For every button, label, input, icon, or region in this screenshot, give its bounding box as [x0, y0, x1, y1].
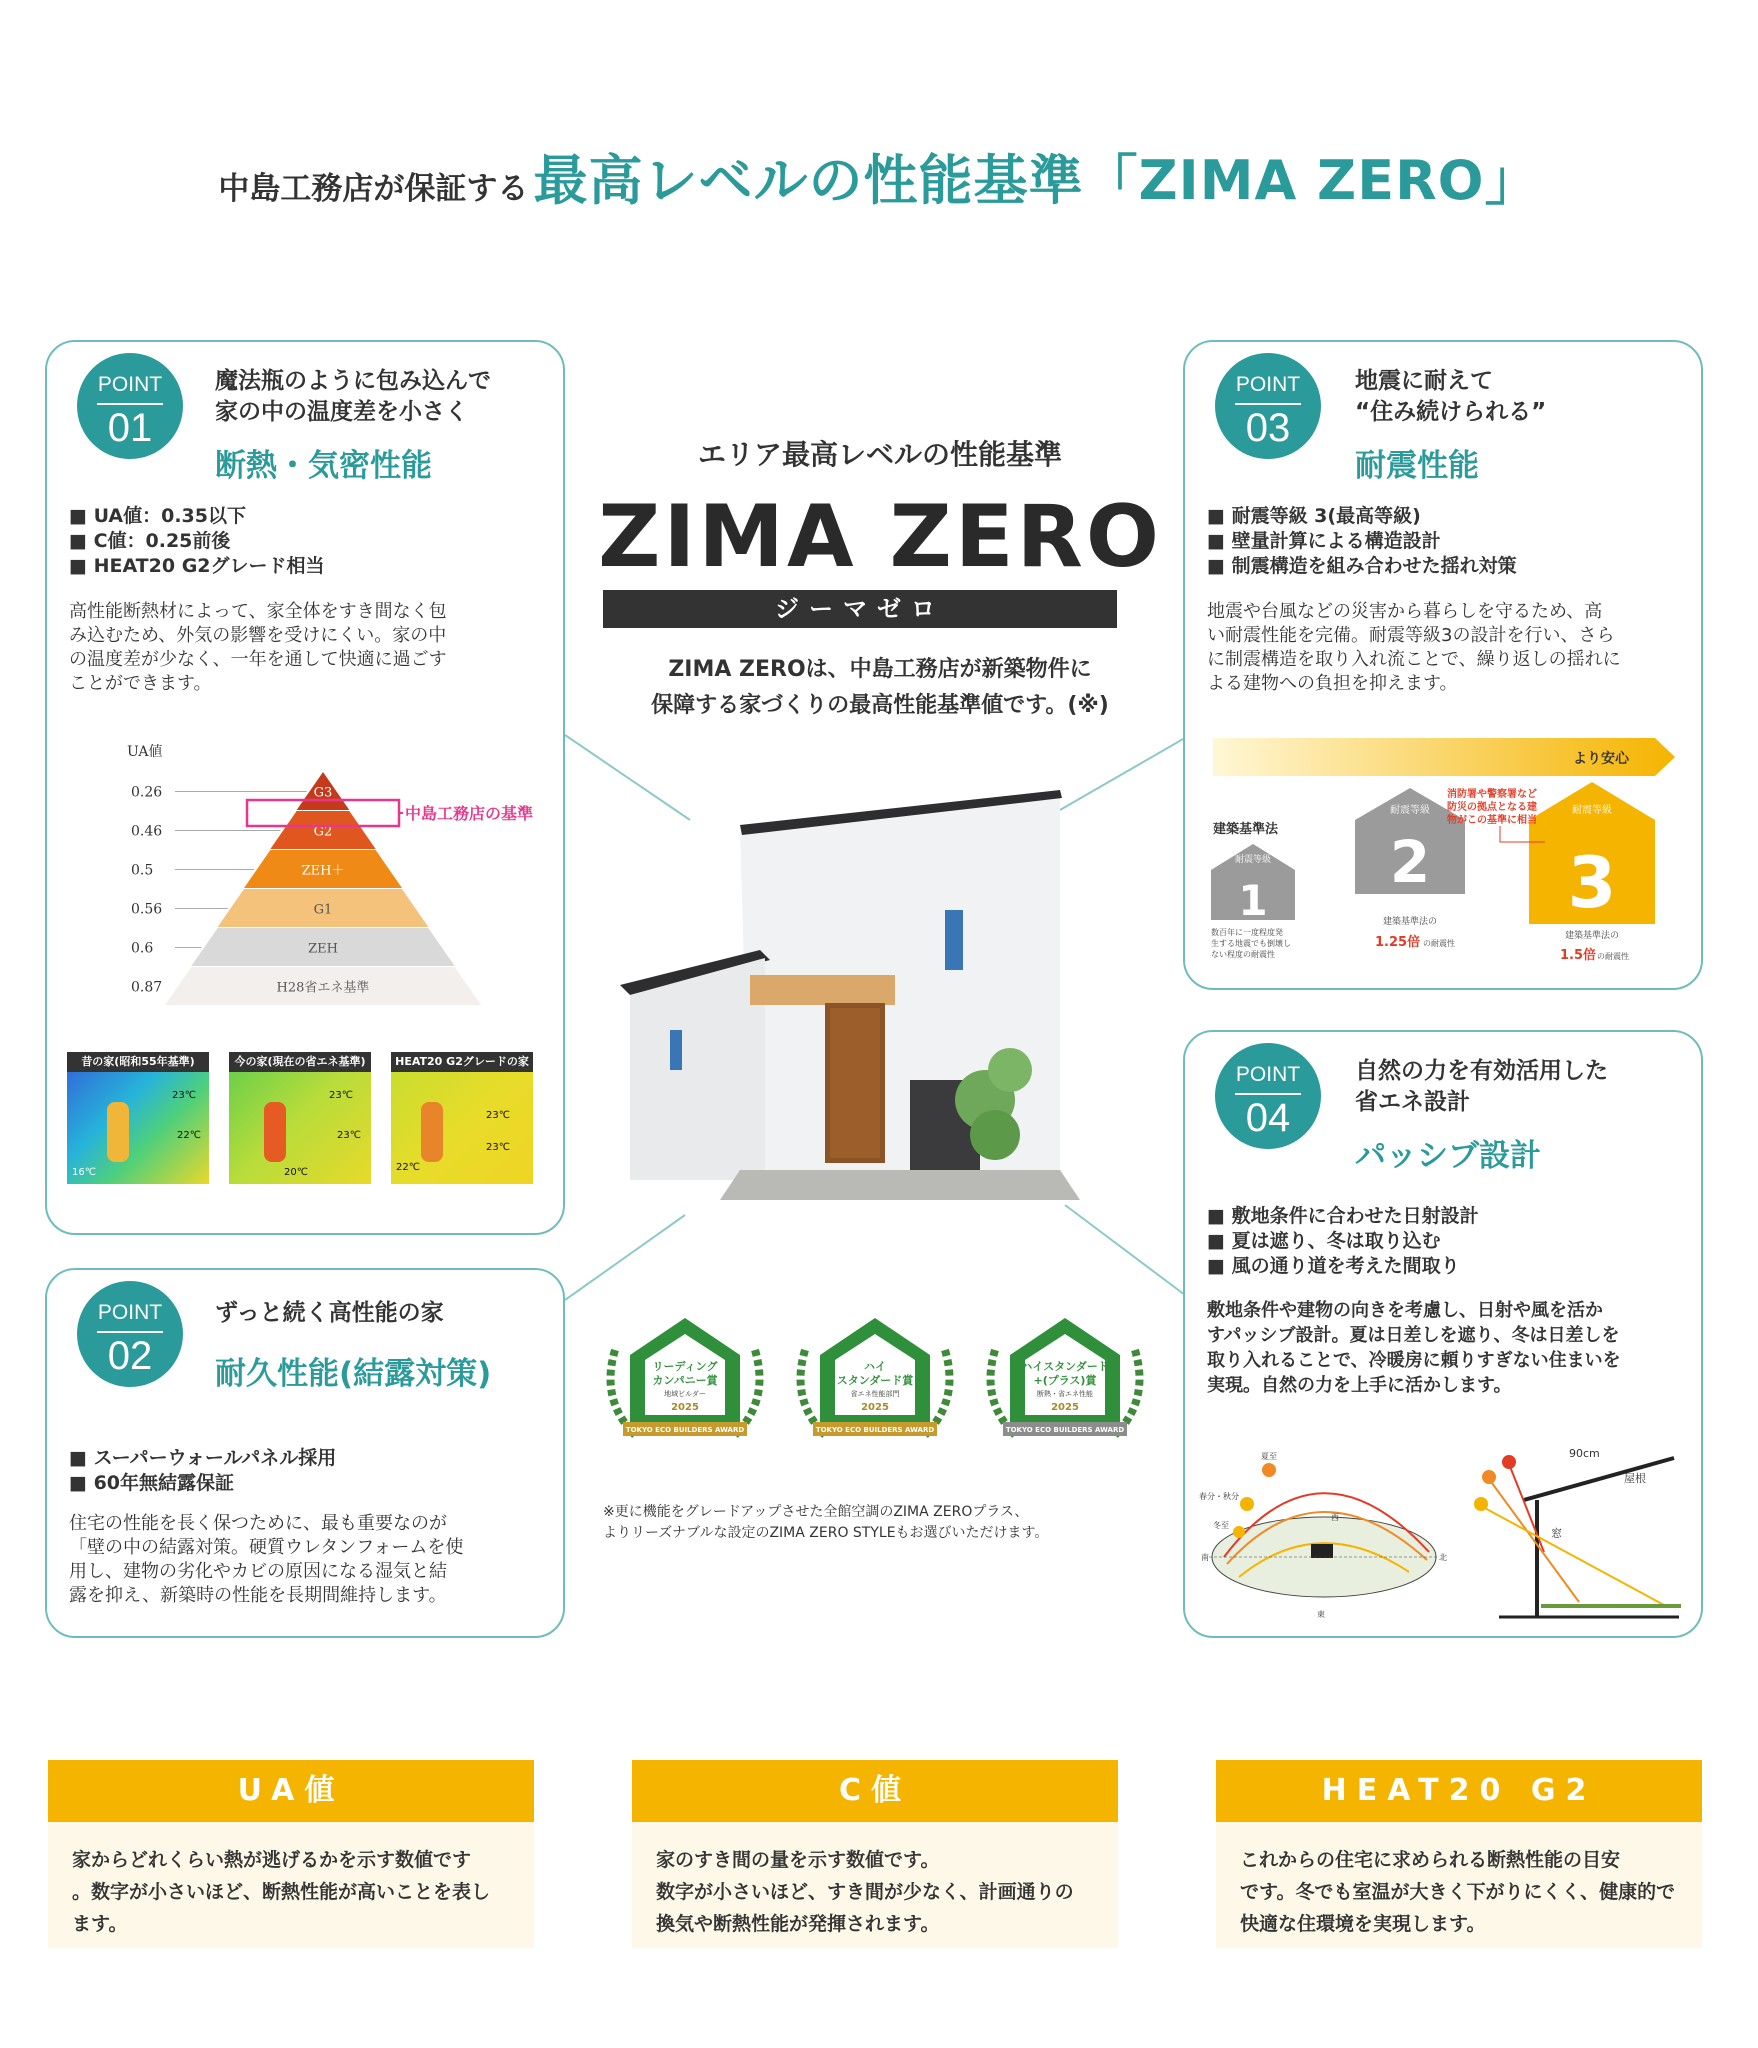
- temp-label: 23℃: [329, 1090, 353, 1101]
- base-law-label: 建築基準法: [1213, 822, 1279, 837]
- pyramid-tier-label: H28省エネ基準: [276, 980, 370, 996]
- point-01-panel: [45, 340, 565, 1235]
- point-label: POINT: [97, 1301, 163, 1324]
- award-name: ハイスタンダード: [1021, 1360, 1109, 1373]
- sun-label: 東: [1317, 1610, 1325, 1619]
- desc-line: 露を抑え、新築時の性能を長期間維持します。: [69, 1585, 447, 1606]
- point-01-heading: [215, 366, 491, 428]
- award-sub: 地域ビルダー: [664, 1390, 706, 1398]
- point-02-panel: [45, 1268, 565, 1638]
- point-03-title: 耐震性能: [1355, 448, 1479, 484]
- person-silhouette: [107, 1102, 129, 1162]
- award-badge: [801, 1318, 950, 1436]
- box-line: 数字が小さいほど、すき間が少なく、計画通りの: [656, 1881, 1074, 1903]
- pyramid-ua-value: 0.26: [131, 784, 163, 801]
- bullet: ■ 耐震等級 3(最高等級): [1207, 505, 1421, 527]
- temp-label: 23℃: [486, 1142, 510, 1153]
- sun-label: 90cm: [1569, 1447, 1600, 1460]
- point-number: 01: [107, 406, 153, 450]
- heading-line-2: 省エネ設計: [1355, 1089, 1470, 1115]
- point-02-heading: ずっと続く高性能の家: [215, 1300, 444, 1326]
- temp-label: 20℃: [284, 1167, 308, 1178]
- award-badges: [590, 1310, 1170, 1460]
- box-line: 。数字が小さいほど、断熱性能が高いことを表し: [72, 1881, 491, 1903]
- temp-label: 23℃: [486, 1110, 510, 1121]
- desc-line: 地震や台風などの災害から暮らしを守るため、高: [1207, 601, 1603, 622]
- bullet: ■ 風の通り道を考えた間取り: [1207, 1255, 1460, 1277]
- desc-line: ことができます。: [69, 673, 212, 694]
- desc-line: 実現。自然の力を上手に活かします。: [1207, 1375, 1512, 1396]
- bullet: ■ HEAT20 G2グレード相当: [69, 555, 325, 577]
- heat20-info-box: [1216, 1760, 1702, 1948]
- sun-label: 春分・秋分: [1199, 1492, 1239, 1501]
- award-sub: 省エネ性能部門: [850, 1390, 900, 1398]
- pyramid-tier-label: G3: [313, 785, 333, 801]
- award-badge: [991, 1318, 1140, 1436]
- award-year: 2025: [861, 1402, 889, 1413]
- box-line: 換気や断熱性能が発揮されます。: [656, 1913, 940, 1935]
- point-number: 02: [107, 1334, 153, 1378]
- thermo-card: [229, 1052, 371, 1184]
- point-01-title: 断熱・気密性能: [215, 448, 432, 484]
- bullet: ■ UA値：0.35以下: [69, 505, 246, 527]
- grade-label: 耐震等級: [1234, 855, 1272, 865]
- callout-text: 物がこの基準に相当: [1447, 815, 1537, 826]
- desc-line: み込むため、外気の影響を受けにくい。家の中: [69, 625, 447, 646]
- sun-label: 北: [1439, 1553, 1447, 1562]
- c-info-box: [632, 1760, 1118, 1948]
- grade-number: 3: [1567, 842, 1617, 924]
- grade-caption: 建築基準法の: [1564, 931, 1620, 941]
- award-name: スタンダード賞: [836, 1374, 914, 1387]
- house-photo: [610, 780, 1120, 1210]
- point-01-badge: [77, 353, 183, 459]
- thermo-image: [229, 1072, 371, 1184]
- thermo-title: 今の家(現在の省エネ基準): [229, 1052, 371, 1072]
- temp-label: 23℃: [172, 1090, 196, 1101]
- award-ribbon-text: TOKYO ECO BUILDERS AWARD: [625, 1426, 745, 1434]
- point-03-heading: [1355, 366, 1546, 428]
- safety-arrow-label: より安心: [1573, 751, 1629, 767]
- point-04-panel: [1183, 1030, 1703, 1638]
- pyramid-ua-value: 0.5: [131, 862, 154, 879]
- bullet: ■ 60年無結露保証: [69, 1472, 235, 1494]
- box-line: です。冬でも室温が大きく下がりにくく、健康的で: [1240, 1881, 1676, 1903]
- award-name: ハイ: [864, 1360, 886, 1373]
- callout-text: 消防署や警察署など: [1447, 789, 1537, 800]
- award-ribbon-text: TOKYO ECO BUILDERS AWARD: [1005, 1426, 1125, 1434]
- pyramid-ua-value: 0.46: [131, 823, 163, 840]
- ua-pyramid-chart: [47, 732, 563, 1022]
- point-03-bullets: [1207, 504, 1517, 579]
- pyramid-tier-label: ZEH＋: [301, 863, 345, 879]
- person-silhouette: [264, 1102, 286, 1162]
- seismic-grade-chart: [1185, 732, 1701, 977]
- point-01-bullets: [69, 504, 325, 579]
- brand-logo: ZIMA ZERO: [598, 487, 1162, 587]
- grade-caption: の耐震性: [1597, 952, 1629, 961]
- ua-box-title: UA値: [48, 1760, 534, 1822]
- grade-number: 2: [1389, 828, 1431, 896]
- temp-label: 16℃: [72, 1167, 96, 1178]
- award-name: リーディング: [652, 1360, 718, 1373]
- title-main: 最高レベルの性能基準「ZIMA ZERO」: [533, 149, 1540, 212]
- person-silhouette: [421, 1102, 443, 1162]
- box-line: これからの住宅に求められる断熱性能の目安: [1240, 1849, 1621, 1871]
- ua-info-box: [48, 1760, 534, 1948]
- temp-label: 23℃: [337, 1130, 361, 1141]
- pyramid-tier-label: G2: [313, 824, 333, 840]
- bullet: ■ C値：0.25前後: [69, 530, 231, 552]
- grade-caption: 生する地震でも倒壊し: [1211, 939, 1291, 948]
- temp-label: 22℃: [396, 1162, 420, 1173]
- sun-label: 窓: [1551, 1527, 1562, 1540]
- point-03-badge: [1215, 353, 1321, 459]
- desc-line: 「壁の中の結露対策。硬質ウレタンフォームを使: [69, 1537, 464, 1558]
- award-sub: 断熱・省エネ性能: [1037, 1390, 1093, 1398]
- footnote-line: よりリーズナブルな設定のZIMA ZERO STYLEもお選びいただけます。: [603, 1525, 1049, 1541]
- center-desc-line: ZIMA ZEROは、中島工務店が新築物件に: [668, 657, 1092, 682]
- award-ribbon-text: TOKYO ECO BUILDERS AWARD: [815, 1426, 935, 1434]
- desc-line: よる建物への負担を抑えます。: [1207, 673, 1458, 694]
- c-box-body: [632, 1822, 1118, 1948]
- pyramid-ua-value: 0.6: [131, 940, 154, 957]
- point-02-bullets: [69, 1446, 336, 1496]
- standard-highlight-label: 中島工務店の基準: [405, 804, 534, 823]
- desc-line: 高性能断熱材によって、家全体をすき間なく包: [69, 601, 447, 622]
- ua-box-body: [48, 1822, 534, 1948]
- thermo-title: 昔の家(昭和55年基準): [67, 1052, 209, 1072]
- box-line: 家のすき間の量を示す数値です。: [656, 1849, 940, 1871]
- heading-line-2: “住み続けられる”: [1355, 399, 1547, 425]
- award-badge: [611, 1318, 760, 1436]
- point-number: 03: [1245, 406, 1291, 450]
- heat20-box-body: [1216, 1822, 1702, 1948]
- point-04-description: [1207, 1298, 1621, 1398]
- point-01-description: [69, 600, 447, 696]
- pyramid-ua-value: 0.87: [131, 979, 163, 996]
- sun-label: 屋根: [1624, 1472, 1646, 1485]
- heading-line-1: 魔法瓶のように包み込んで: [215, 368, 491, 394]
- sun-label: 南: [1201, 1553, 1209, 1562]
- point-label: POINT: [1235, 1063, 1301, 1086]
- sun-label: 夏至: [1261, 1452, 1277, 1461]
- bullet: ■ 夏は遮り、冬は取り込む: [1207, 1230, 1441, 1252]
- point-03-description: [1207, 600, 1621, 696]
- thermography-row: [67, 1052, 547, 1214]
- grade-multiplier: 1.5倍: [1560, 948, 1597, 963]
- heading-line-2: 家の中の温度差を小さく: [215, 399, 468, 425]
- box-line: ます。: [72, 1913, 128, 1935]
- sun-label: 西: [1331, 1513, 1339, 1522]
- center-subtitle: エリア最高レベルの性能基準: [697, 438, 1062, 471]
- sun-label: 冬至: [1213, 1521, 1229, 1530]
- point-label: POINT: [97, 373, 163, 396]
- desc-line: 敷地条件や建物の向きを考慮し、日射や風を活か: [1207, 1300, 1603, 1321]
- desc-line: い耐震性能を完備。耐震等級3の設計を行い、さら: [1207, 625, 1615, 646]
- desc-line: すパッシブ設計。夏は日差しを遮り、冬は日差しを: [1207, 1325, 1620, 1346]
- desc-line: 住宅の性能を長く保つために、最も重要なのが: [69, 1513, 447, 1534]
- bullet: ■ 壁量計算による構造設計: [1207, 530, 1441, 552]
- heading-line-1: 自然の力を有効活用した: [1355, 1058, 1608, 1084]
- pyramid-ua-value: 0.56: [131, 901, 163, 918]
- grade-caption: 数百年に一度程度発: [1211, 928, 1283, 937]
- award-year: 2025: [671, 1402, 699, 1413]
- brand-kana: ジーマゼロ: [603, 590, 1117, 628]
- sun-path-diagram: [1199, 1442, 1689, 1632]
- callout-text: 防災の拠点となる建: [1447, 802, 1537, 813]
- grade-label: 耐震等級: [1390, 805, 1430, 816]
- box-line: 快適な住環境を実現します。: [1240, 1913, 1486, 1935]
- thermo-card: [67, 1052, 209, 1184]
- temp-label: 22℃: [177, 1130, 201, 1141]
- award-name: カンパニー賞: [652, 1374, 718, 1387]
- pyramid-axis-label: UA値: [127, 744, 163, 760]
- grade-caption: 建築基準法の: [1382, 917, 1438, 927]
- desc-line: 取り入れることで、冷暖房に頼りすぎない住まいを: [1207, 1350, 1621, 1371]
- point-04-heading: [1355, 1056, 1608, 1118]
- award-year: 2025: [1051, 1402, 1079, 1413]
- point-04-badge: [1215, 1043, 1321, 1149]
- box-line: 家からどれくらい熱が逃げるかを示す数値です: [72, 1849, 472, 1871]
- thermo-title: HEAT20 G2グレードの家: [391, 1052, 533, 1072]
- footnote: [603, 1502, 1173, 1544]
- grade-label: 耐震等級: [1572, 805, 1612, 816]
- grade-number: 1: [1238, 876, 1268, 925]
- footnote-line: ※更に機能をグレードアップさせた全館空調のZIMA ZEROプラス、: [603, 1504, 1029, 1520]
- bullet: ■ 制震構造を組み合わせた揺れ対策: [1207, 555, 1517, 577]
- c-box-title: C値: [632, 1760, 1118, 1822]
- point-02-badge: [77, 1281, 183, 1387]
- title-prefix: 中島工務店が保証する: [218, 171, 529, 207]
- pyramid-tier-label: ZEH: [308, 941, 338, 957]
- point-02-description: [69, 1512, 463, 1608]
- point-04-bullets: [1207, 1204, 1479, 1279]
- thermo-image: [391, 1072, 533, 1184]
- center-desc-line: 保障する家づくりの最高性能基準値です。(※): [651, 693, 1109, 718]
- grade-multiplier: 1.25倍: [1375, 935, 1421, 950]
- thermo-card: [391, 1052, 533, 1184]
- grade-caption: の耐震性: [1423, 939, 1455, 948]
- center-description: [570, 652, 1190, 724]
- desc-line: 用し、建物の劣化やカビの原因になる湿気と結: [69, 1561, 447, 1582]
- thermo-image: [67, 1072, 209, 1184]
- point-label: POINT: [1235, 373, 1301, 396]
- pyramid-tier-label: G1: [313, 902, 333, 918]
- point-number: 04: [1245, 1096, 1291, 1140]
- bullet: ■ 敷地条件に合わせた日射設計: [1207, 1205, 1479, 1227]
- desc-line: の温度差が少なく、一年を通して快適に過ごす: [69, 649, 447, 670]
- point-02-title: 耐久性能(結露対策): [215, 1356, 492, 1392]
- point-04-title: パッシブ設計: [1355, 1138, 1541, 1174]
- point-03-panel: [1183, 340, 1703, 990]
- award-name: +(プラス)賞: [1033, 1374, 1097, 1387]
- bullet: ■ スーパーウォールパネル採用: [69, 1447, 337, 1469]
- desc-line: に制震構造を取り入れ流ことで、繰り返しの揺れに: [1207, 649, 1621, 670]
- grade-caption: ない程度の耐震性: [1211, 950, 1275, 959]
- heat20-box-title: HEAT20 G2: [1216, 1760, 1702, 1822]
- heading-line-1: 地震に耐えて: [1355, 368, 1493, 394]
